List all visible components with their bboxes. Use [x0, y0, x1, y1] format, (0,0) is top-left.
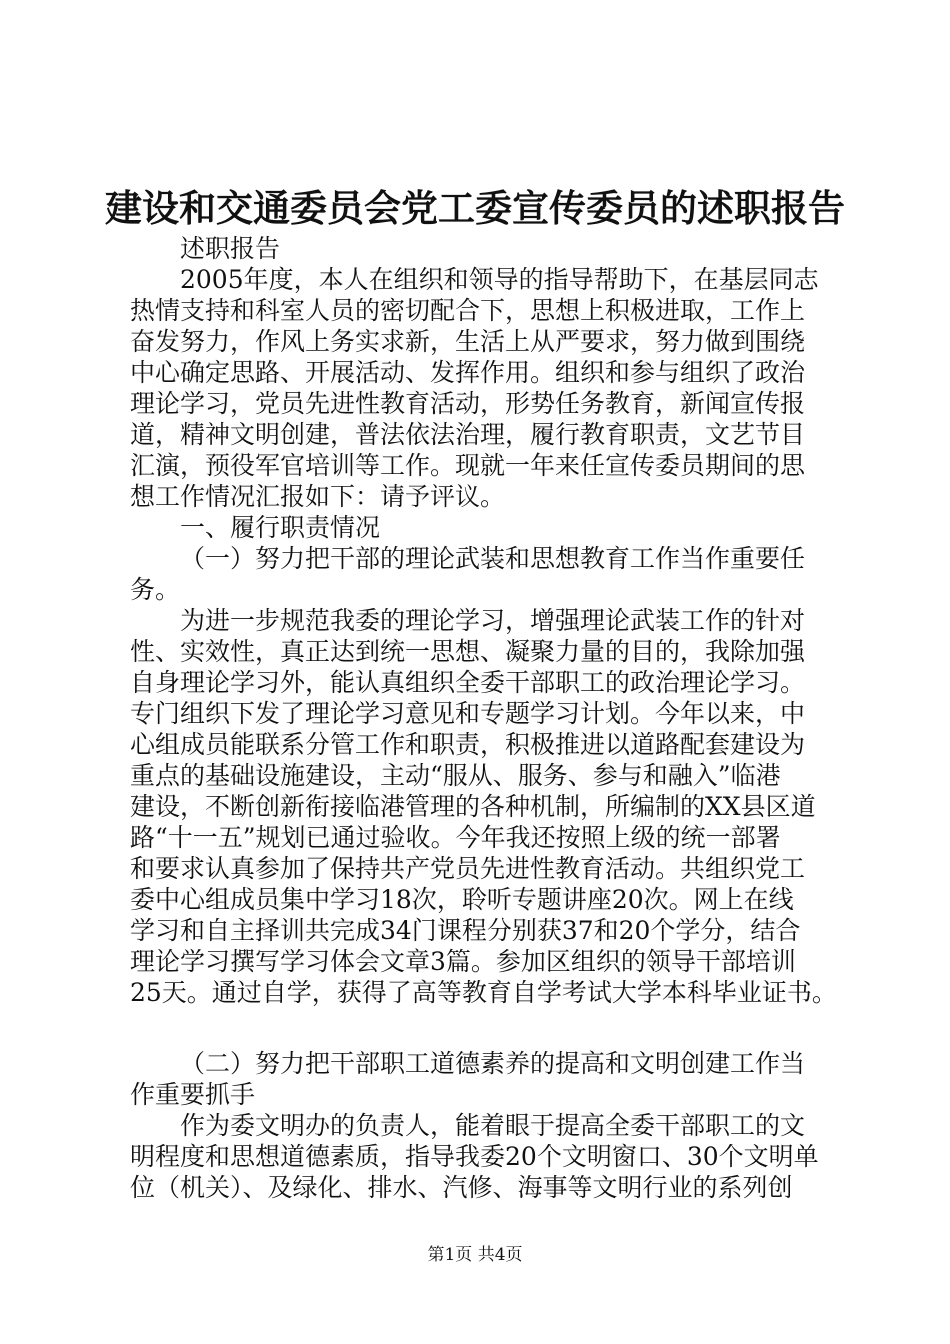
section-heading: 一、履行职责情况 — [180, 513, 381, 542]
text-line: 重点的基础设施建设，主动“服从、服务、参与和融入”临港 — [130, 761, 781, 790]
text-line: 理论学习，党员先进性教育活动，形势任务教育，新闻宣传报 — [130, 389, 806, 418]
text-line: 述职报告 — [180, 234, 281, 263]
text-line: 热情支持和科室人员的密切配合下，思想上积极进取，工作上 — [130, 296, 806, 325]
text-line: 学习和自主择训共完成34门课程分别获37和20个学分，结合 — [130, 916, 801, 945]
text-line: 理论学习撰写学习体会文章3篇。参加区组织的领导干部培训 — [130, 947, 796, 976]
document-title: 建设和交通委员会党工委宣传委员的述职报告 — [105, 186, 845, 230]
text-line: 25天。通过自学，获得了高等教育自学考试大学本科毕业证书。 — [130, 978, 837, 1007]
text-line: 委中心组成员集中学习18次，聆听专题讲座20次。网上在线 — [130, 885, 794, 914]
text-line: 为进一步规范我委的理论学习，增强理论武装工作的针对 — [180, 606, 806, 635]
text-line: 明程度和思想道德素质，指导我委20个文明窗口、30个文明单 — [130, 1142, 819, 1171]
text-line: 专门组织下发了理论学习意见和专题学习计划。今年以来，中 — [130, 699, 806, 728]
text-line: 中心确定思路、开展活动、发挥作用。组织和参与组织了政治 — [130, 358, 806, 387]
text-line: 奋发努力，作风上务实求新，生活上从严要求，努力做到围绕 — [130, 327, 806, 356]
document-body — [130, 233, 837, 1203]
text-line: 心组成员能联系分管工作和职责，积极推进以道路配套建设为 — [130, 730, 806, 759]
text-line: 作重要抓手 — [130, 1080, 256, 1109]
subsection-heading: （一）努力把干部的理论武装和思想教育工作当作重要任 — [180, 544, 806, 573]
page-footer: 第1页 共4页 — [427, 1245, 523, 1265]
text-line: 务。 — [130, 575, 181, 604]
text-line: 道，精神文明创建，普法依法治理，履行教育职责，文艺节目 — [130, 420, 806, 449]
text-line: 作为委文明办的负责人，能着眼于提高全委干部职工的文 — [180, 1111, 806, 1140]
text-line: 建设，不断创新衔接临港管理的各种机制，所编制的XX县区道 — [130, 792, 816, 821]
text-line: 想工作情况汇报如下：请予评议。 — [130, 482, 506, 511]
text-line: 汇演，预役军官培训等工作。现就一年来任宣传委员期间的思 — [130, 451, 806, 480]
blank-line — [130, 1008, 830, 1048]
subsection-heading: （二）努力把干部职工道德素养的提高和文明创建工作当 — [180, 1049, 806, 1078]
text-line: 自身理论学习外，能认真组织全委干部职工的政治理论学习。 — [130, 668, 806, 697]
text-line: 位（机关）、及绿化、排水、汽修、海事等文明行业的系列创 — [130, 1173, 793, 1202]
text-line: 路“十一五”规划已通过验收。今年我还按照上级的统一部署 — [130, 823, 781, 852]
text-line: 和要求认真参加了保持共产党员先进性教育活动。共组织党工 — [130, 854, 806, 883]
text-line: 性、实效性，真正达到统一思想、凝聚力量的目的，我除加强 — [130, 637, 806, 666]
text-line: 2005年度，本人在组织和领导的指导帮助下，在基层同志 — [180, 265, 819, 294]
